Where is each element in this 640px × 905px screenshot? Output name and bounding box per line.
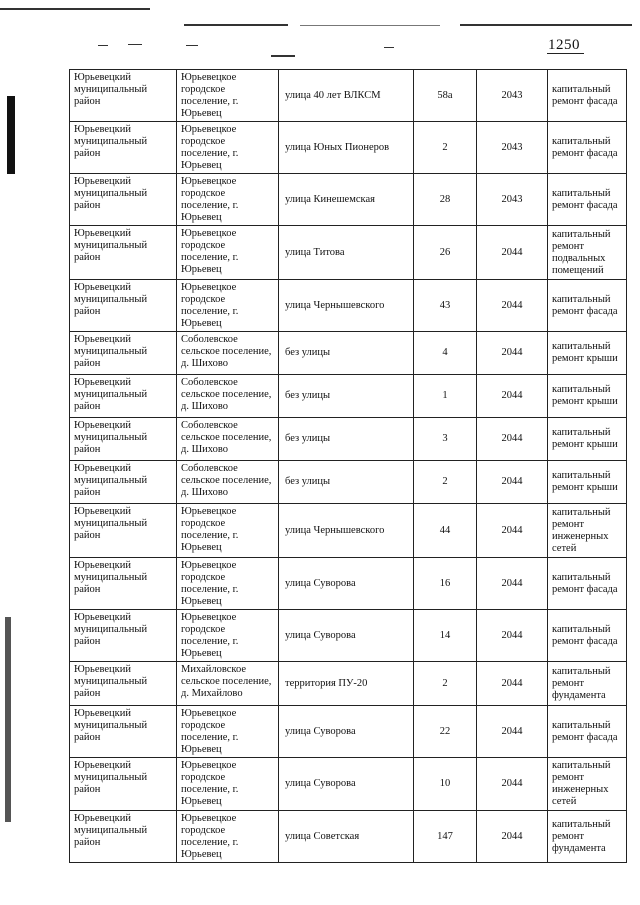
- district-cell: Юрьевецкий муниципальный район: [70, 662, 177, 706]
- street-cell: улица Титова: [279, 226, 414, 280]
- settlement-cell: Соболевское сельское поселение, д. Шихово: [177, 461, 279, 504]
- work-type-cell: капитальный ремонт фасада: [548, 280, 627, 332]
- year-cell: 2043: [477, 70, 548, 122]
- table-row: [70, 461, 627, 504]
- street-cell: без улицы: [279, 461, 414, 504]
- settlement-cell: Юрьевецкое городское поселение, г. Юрьевец: [177, 122, 279, 174]
- district-cell: Юрьевецкий муниципальный район: [70, 758, 177, 811]
- house-number-cell: 4: [414, 332, 477, 375]
- table-row: [70, 70, 627, 122]
- table-row: [70, 280, 627, 332]
- street-cell: улица Юных Пионеров: [279, 122, 414, 174]
- table-row: [70, 418, 627, 461]
- binding-edge-mark: [7, 96, 15, 174]
- street-cell: улица Чернышевского: [279, 280, 414, 332]
- table-row: [70, 226, 627, 280]
- work-type-cell: капитальный ремонт крыши: [548, 375, 627, 418]
- table-row: [70, 375, 627, 418]
- scan-artifact-line: [98, 45, 108, 46]
- scan-artifact-line: [460, 24, 632, 26]
- work-type-cell: капитальный ремонт фасада: [548, 558, 627, 610]
- year-cell: 2044: [477, 706, 548, 758]
- district-cell: Юрьевецкий муниципальный район: [70, 332, 177, 375]
- street-cell: улица Суворова: [279, 558, 414, 610]
- settlement-cell: Юрьевецкое городское поселение, г. Юрьевец: [177, 226, 279, 280]
- street-cell: улица Кинешемская: [279, 174, 414, 226]
- year-cell: 2043: [477, 122, 548, 174]
- table-row: [70, 504, 627, 558]
- scan-artifact-line: [0, 8, 150, 10]
- work-type-cell: капитальный ремонт фасада: [548, 706, 627, 758]
- street-cell: улица Чернышевского: [279, 504, 414, 558]
- table-row: [70, 122, 627, 174]
- street-cell: территория ПУ-20: [279, 662, 414, 706]
- work-type-cell: капитальный ремонт фасада: [548, 174, 627, 226]
- year-cell: 2044: [477, 558, 548, 610]
- street-cell: улица Советская: [279, 811, 414, 863]
- house-number-cell: 2: [414, 461, 477, 504]
- district-cell: Юрьевецкий муниципальный район: [70, 174, 177, 226]
- district-cell: Юрьевецкий муниципальный район: [70, 504, 177, 558]
- work-type-cell: капитальный ремонт крыши: [548, 418, 627, 461]
- year-cell: 2044: [477, 418, 548, 461]
- settlement-cell: Юрьевецкое городское поселение, г. Юрьевец: [177, 610, 279, 662]
- settlement-cell: Юрьевецкое городское поселение, г. Юрьевец: [177, 706, 279, 758]
- work-type-cell: капитальный ремонт фундамента: [548, 662, 627, 706]
- year-cell: 2044: [477, 811, 548, 863]
- scan-artifact-line: [300, 25, 440, 26]
- year-cell: 2044: [477, 280, 548, 332]
- scan-artifact-line: [271, 55, 295, 57]
- table-row: [70, 174, 627, 226]
- district-cell: Юрьевецкий муниципальный район: [70, 610, 177, 662]
- house-number-cell: 43: [414, 280, 477, 332]
- district-cell: Юрьевецкий муниципальный район: [70, 418, 177, 461]
- year-cell: 2044: [477, 375, 548, 418]
- work-type-cell: капитальный ремонт крыши: [548, 332, 627, 375]
- scan-artifact-line: [384, 47, 394, 48]
- district-cell: Юрьевецкий муниципальный район: [70, 226, 177, 280]
- district-cell: Юрьевецкий муниципальный район: [70, 706, 177, 758]
- year-cell: 2044: [477, 226, 548, 280]
- district-cell: Юрьевецкий муниципальный район: [70, 558, 177, 610]
- house-number-cell: 14: [414, 610, 477, 662]
- district-cell: Юрьевецкий муниципальный район: [70, 122, 177, 174]
- district-cell: Юрьевецкий муниципальный район: [70, 375, 177, 418]
- street-cell: без улицы: [279, 332, 414, 375]
- table-row: [70, 558, 627, 610]
- house-number-cell: 2: [414, 122, 477, 174]
- settlement-cell: Юрьевецкое городское поселение, г. Юрьевец: [177, 280, 279, 332]
- district-cell: Юрьевецкий муниципальный район: [70, 280, 177, 332]
- table-row: [70, 332, 627, 375]
- work-type-cell: капитальный ремонт фасада: [548, 70, 627, 122]
- street-cell: улица 40 лет ВЛКСМ: [279, 70, 414, 122]
- house-number-cell: 147: [414, 811, 477, 863]
- district-cell: Юрьевецкий муниципальный район: [70, 70, 177, 122]
- street-cell: без улицы: [279, 375, 414, 418]
- scan-artifact-line: [128, 44, 142, 45]
- settlement-cell: Юрьевецкое городское поселение, г. Юрьевец: [177, 504, 279, 558]
- house-number-cell: 3: [414, 418, 477, 461]
- binding-edge-mark: [5, 617, 11, 822]
- work-type-cell: капитальный ремонт подвальных помещений: [548, 226, 627, 280]
- settlement-cell: Юрьевецкое городское поселение, г. Юрьевец: [177, 70, 279, 122]
- house-number-cell: 16: [414, 558, 477, 610]
- house-number-cell: 26: [414, 226, 477, 280]
- settlement-cell: Соболевское сельское поселение, д. Шихово: [177, 332, 279, 375]
- street-cell: улица Суворова: [279, 706, 414, 758]
- work-type-cell: капитальный ремонт инженерных сетей: [548, 758, 627, 811]
- year-cell: 2044: [477, 662, 548, 706]
- table-row: [70, 758, 627, 811]
- house-number-cell: 10: [414, 758, 477, 811]
- year-cell: 2044: [477, 758, 548, 811]
- district-cell: Юрьевецкий муниципальный район: [70, 811, 177, 863]
- house-number-cell: 22: [414, 706, 477, 758]
- house-number-cell: 1: [414, 375, 477, 418]
- work-type-cell: капитальный ремонт фасада: [548, 122, 627, 174]
- year-cell: 2044: [477, 610, 548, 662]
- table-row: [70, 811, 627, 863]
- house-number-cell: 44: [414, 504, 477, 558]
- street-cell: улица Суворова: [279, 758, 414, 811]
- settlement-cell: Соболевское сельское поселение, д. Шихово: [177, 418, 279, 461]
- table-row: [70, 662, 627, 706]
- work-type-cell: капитальный ремонт фундамента: [548, 811, 627, 863]
- work-type-cell: капитальный ремонт крыши: [548, 461, 627, 504]
- work-type-cell: капитальный ремонт инженерных сетей: [548, 504, 627, 558]
- house-number-cell: 2: [414, 662, 477, 706]
- scan-artifact-line: [186, 45, 198, 46]
- settlement-cell: Юрьевецкое городское поселение, г. Юрьевец: [177, 558, 279, 610]
- year-cell: 2043: [477, 174, 548, 226]
- settlement-cell: Юрьевецкое городское поселение, г. Юрьевец: [177, 174, 279, 226]
- settlement-cell: Михайловское сельское поселение, д. Михайлово: [177, 662, 279, 706]
- work-type-cell: капитальный ремонт фасада: [548, 610, 627, 662]
- year-cell: 2044: [477, 332, 548, 375]
- year-cell: 2044: [477, 461, 548, 504]
- year-cell: 2044: [477, 504, 548, 558]
- settlement-cell: Соболевское сельское поселение, д. Шихово: [177, 375, 279, 418]
- repair-schedule-table: [69, 69, 627, 863]
- street-cell: улица Суворова: [279, 610, 414, 662]
- scan-artifact-line: [184, 24, 288, 26]
- street-cell: без улицы: [279, 418, 414, 461]
- settlement-cell: Юрьевецкое городское поселение, г. Юрьевец: [177, 811, 279, 863]
- house-number-cell: 58а: [414, 70, 477, 122]
- page-number: 1250: [548, 37, 580, 53]
- table-row: [70, 706, 627, 758]
- table-row: [70, 610, 627, 662]
- settlement-cell: Юрьевецкое городское поселение, г. Юрьевец: [177, 758, 279, 811]
- house-number-cell: 28: [414, 174, 477, 226]
- district-cell: Юрьевецкий муниципальный район: [70, 461, 177, 504]
